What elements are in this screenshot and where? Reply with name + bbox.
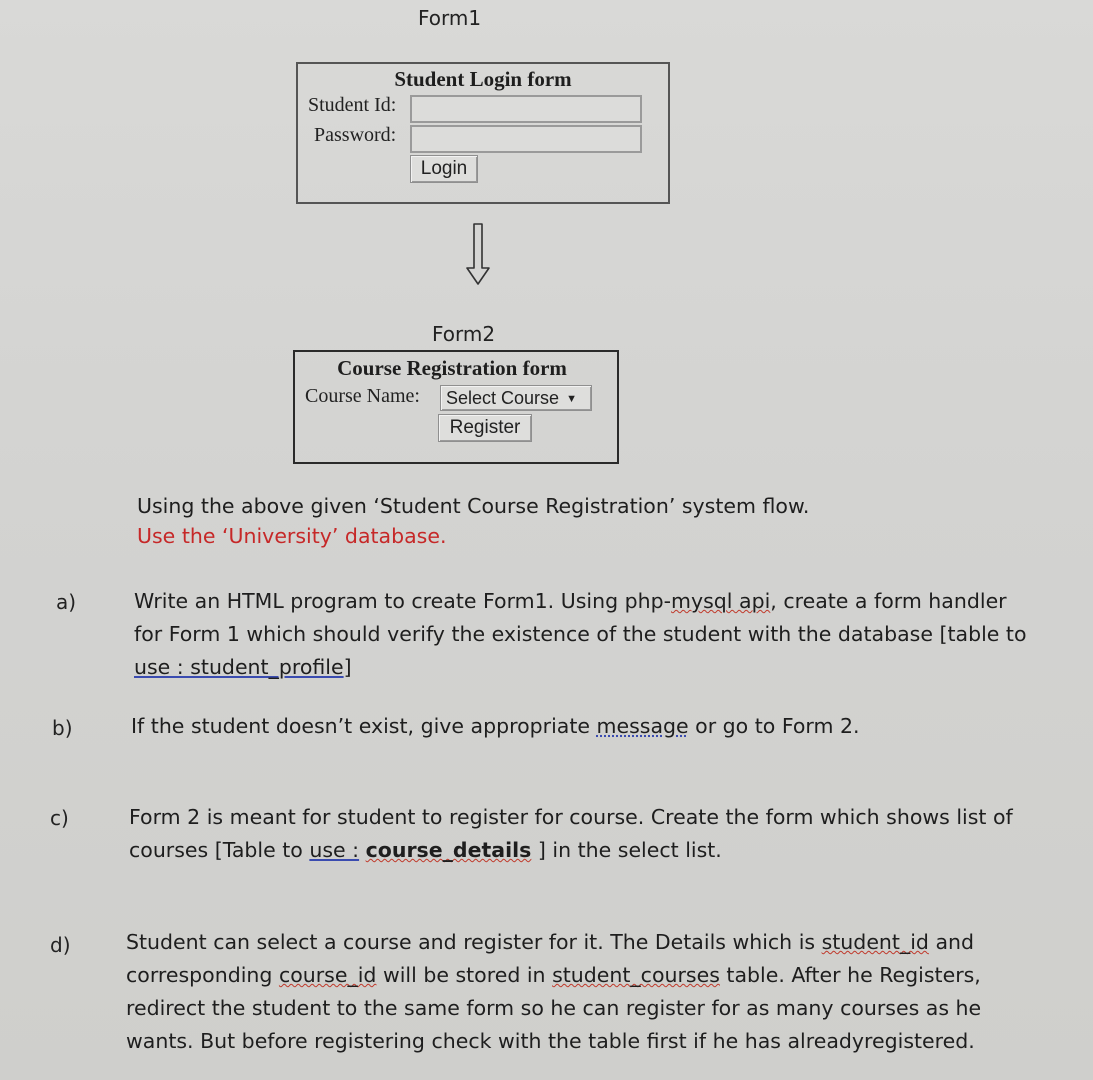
down-arrow-icon	[464, 222, 492, 288]
question-d-marker: d)	[50, 933, 71, 957]
password-input[interactable]	[410, 125, 642, 153]
student-id-label: Student Id:	[308, 94, 397, 116]
login-button[interactable]: Login	[410, 155, 478, 183]
register-button[interactable]: Register	[438, 414, 532, 442]
course-select-value: Select Course	[446, 388, 560, 408]
intro-database-line: Use the ‘University’ database.	[137, 524, 447, 548]
question-c-text: Form 2 is meant for student to register for course. Create the form which shows list of courses [Table to use : course_details ] in the select list.	[129, 805, 1013, 862]
password-label: Password:	[314, 124, 397, 146]
form2-caption: Form2	[432, 322, 496, 346]
form1-title: Student Login form	[394, 67, 572, 91]
form2-title: Course Registration form	[337, 356, 567, 380]
question-b-marker: b)	[52, 716, 73, 740]
question-b-text: If the student doesn’t exist, give appropriate message or go to Form 2.	[131, 714, 860, 738]
chevron-down-icon: ▼	[566, 393, 577, 405]
course-select[interactable]	[440, 385, 592, 411]
intro-line: Using the above given ‘Student Course Registration’ system flow.	[137, 494, 810, 518]
course-name-label: Course Name:	[305, 385, 420, 407]
question-a-text: Write an HTML program to create Form1. Using php-mysql api, create a form handler for Form 1 which should verify the existence of the student with the database [table to use : student_profile]	[134, 589, 1027, 679]
course-registration-form	[293, 350, 619, 464]
form1-caption: Form1	[418, 6, 482, 30]
student-login-form	[296, 62, 670, 204]
question-d-text: Student can select a course and register for it. The Details which is student_id and corresponding course_id will be stored in student_courses table. After he Registers, redirect the student to the same form so he can register for as many courses as he wants. But before registering check with the table first if he has alreadyregistered.	[126, 930, 982, 1053]
question-c-marker: c)	[50, 806, 69, 830]
student-id-input[interactable]	[410, 95, 642, 123]
question-a-marker: a)	[56, 590, 77, 614]
